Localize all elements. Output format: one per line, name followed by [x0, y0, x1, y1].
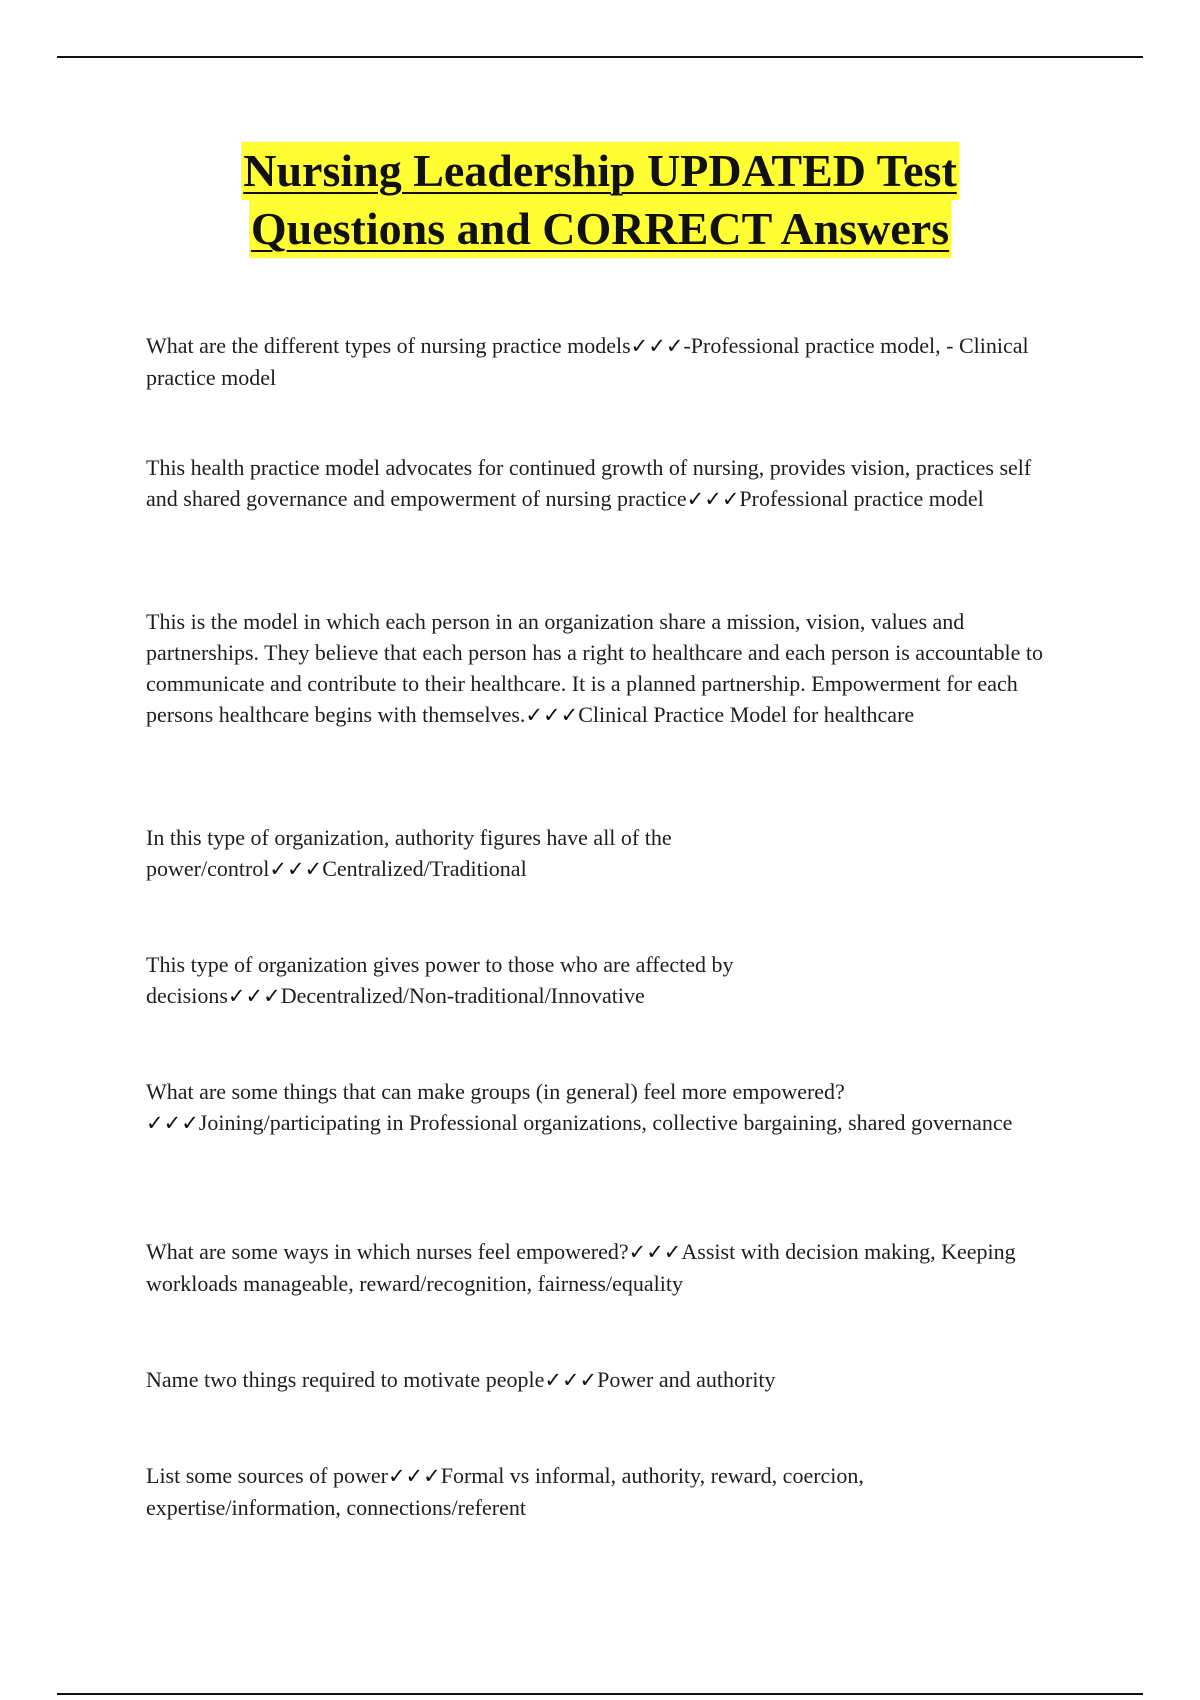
checkmark-icon: ✓✓✓	[686, 487, 740, 511]
answer-text: -Professional practice model, - Clinical practice model	[146, 333, 1029, 390]
question-text: What are some ways in which nurses feel empowered?	[146, 1239, 629, 1264]
qa-item-5	[146, 949, 806, 1012]
qa-item-9	[146, 1460, 966, 1523]
answer-text: Assist with decision making, Keeping workloads manageable, reward/recognition, fairness/equality	[146, 1239, 1016, 1296]
checkmark-icon: ✓✓✓	[146, 1111, 199, 1135]
question-text: What are some things that can make groups (in general) feel more empowered?	[146, 1079, 845, 1104]
qa-item-8	[146, 1364, 1066, 1396]
title-line-1: Nursing Leadership UPDATED Test	[241, 142, 959, 200]
checkmark-icon: ✓✓✓	[269, 857, 323, 881]
qa-item-3	[146, 606, 1061, 731]
checkmark-icon: ✓✓✓	[544, 1368, 598, 1392]
answer-text: Formal vs informal, authority, reward, coercion, expertise/information, connections/referent	[146, 1463, 864, 1520]
checkmark-icon: ✓✓✓	[387, 1464, 441, 1488]
qa-item-6	[146, 1076, 1066, 1139]
answer-text: Power and authority	[597, 1367, 776, 1392]
answer-text: Centralized/Traditional	[322, 856, 527, 881]
question-text: Name two things required to motivate people	[146, 1367, 545, 1392]
qa-item-7	[146, 1236, 1036, 1299]
top-rule	[57, 56, 1143, 58]
question-text: List some sources of power	[146, 1463, 388, 1488]
question-text: What are the different types of nursing practice models	[146, 333, 631, 358]
page-title	[0, 142, 1200, 258]
checkmark-icon: ✓✓✓	[525, 703, 579, 727]
qa-item-4	[146, 822, 746, 885]
answer-text: Clinical Practice Model for healthcare	[578, 702, 915, 727]
answer-text: Professional practice model	[739, 486, 984, 511]
question-text: In this type of organization, authority figures have all of the power/control	[146, 825, 672, 881]
checkmark-icon: ✓✓✓	[630, 334, 684, 358]
question-text: This health practice model advocates for continued growth of nursing, provides vision, practices self and shared governance and empowerment of nursing practice	[146, 455, 1032, 511]
answer-text: Decentralized/Non-traditional/Innovative	[280, 983, 645, 1008]
question-text: This is the model in which each person in an organization share a mission, vision, values and partnerships. They believe that each person has a right to healthcare and each person is accountable to communicate and contribute to their healthcare. It is a planned partnership. Empowerment for each persons healthcare begins with themselves.	[146, 609, 1043, 727]
qa-item-1	[146, 330, 1036, 393]
answer-text: Joining/participating in Professional organizations, collective bargaining, shared governance	[198, 1110, 1013, 1135]
question-text: This type of organization gives power to those who are affected by decisions	[146, 952, 734, 1008]
checkmark-icon: ✓✓✓	[227, 984, 281, 1008]
qa-item-2	[146, 452, 1066, 515]
checkmark-icon: ✓✓✓	[628, 1240, 682, 1264]
title-line-2: Questions and CORRECT Answers	[249, 200, 951, 258]
bottom-rule	[57, 1693, 1143, 1695]
